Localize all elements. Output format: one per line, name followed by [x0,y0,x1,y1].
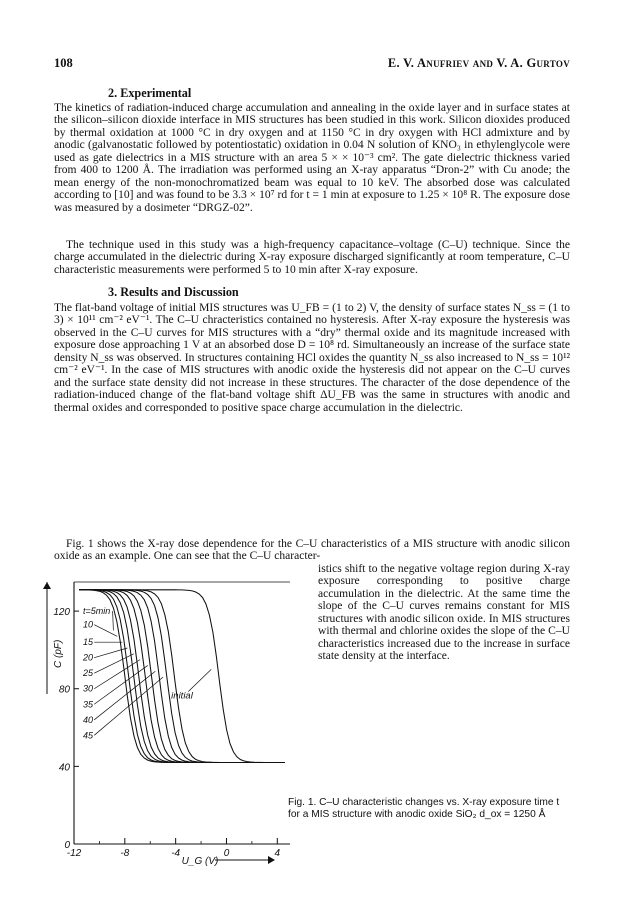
figure-cu-curves [40,572,302,872]
paragraph-results-2: Fig. 1 shows the X-ray dose dependence for the C–U characteristics of a MIS structure with anodic silicon oxide as an example. One can see that the C–U character- [54,538,570,563]
y-axis-label: C (pF) [53,639,64,668]
curve-label-leader [113,611,114,630]
section-heading-experimental: 2. Experimental [108,86,192,100]
y-tick-label: 80 [58,684,70,696]
figure-caption: Fig. 1. C–U characteristic changes vs. X-ray exposure time t for a MIS structure with anodic oxide SiO₂ d_ox = 1250 Å [288,797,560,820]
section-heading-results: 3. Results and Discussion [108,285,239,299]
curve-label-5: 25 [83,668,94,679]
curve-label-6: 30 [83,683,94,694]
running-authors: E. V. Anufriev and V. A. Gurtov [387,56,570,70]
curve-label-8: 40 [83,714,94,725]
curve-label-3: 15 [83,637,94,648]
x-tick-label: 0 [223,848,230,859]
curve-label-9: 45 [83,730,94,741]
y-arrow-head [43,582,51,589]
paragraph-results-1: The flat-band voltage of initial MIS structures was U_FB = (1 to 2) V, the density of surface states N_ss = (1 to 3) × 10¹¹ cm⁻² eV⁻¹. The C–U chracteristics contained no hysteresis. After X-ray exposure the hysteresis was observed in the C–U curves for MIS structures with a “dry” thermal oxide and its magnitude increased with exposure dose approaching 1 V at an absorbed dose D = 10⁸ rd. Simultaneously an increase of the surface state density N_ss was observed. In structures containing HCl oxides the quantity N_ss also increased to N_ss = 10¹² cm⁻² eV⁻¹. In the case of MIS structures with anodic oxide the hysteresis did not appear on the C–U curves and the surface state density did not increase in these structures. The character of the dose dependence of the radiation-induced change of the flat-band voltage shift ΔU_FB was the same in structures with anodic and thermal oxides and corresponded to positive space charge accumulation in the dielectric. [54,302,570,414]
curve-label-1: t=5min [83,606,111,617]
curve-label-leader [94,625,117,637]
x-axis-label: U_G (V) [181,856,219,867]
running-header [54,56,570,72]
paragraph-results-3: istics shift to the negative voltage region during X-ray exposure corresponding to positive charge accumulation in the dielectric. At the same time the slope of the C–U curves remains constant for MIS structures with anodic silicon oxide. In MIS structures with thermal and chlorine oxides the slope of the C–U characteristics increased due to the increase in surface state density at the interface. [318,563,570,663]
chart-labels [53,606,218,867]
curve-label-7: 35 [83,699,94,710]
curve-label-4: 20 [83,652,94,663]
y-tick-label: 0 [64,840,70,851]
y-tick-label: 40 [58,762,70,774]
initial-curve-label: initial [171,690,193,702]
initial-label-leader [188,669,211,691]
x-tick-label: -8 [120,848,130,859]
page-number: 108 [54,56,73,70]
x-tick-label: -12 [66,848,82,859]
curve-label-2: 10 [83,619,94,630]
paragraph-experimental-2: The technique used in this study was a high-frequency capacitance–voltage (C–U) technique. Since the charge accumulated in the dielectric during X-ray exposure discharged significantly at room temperature, C–U characteristic measurements were performed 5 to 10 min after X-ray exposure. [54,239,570,276]
x-tick-label: 4 [274,848,281,859]
x-tick-label: -4 [171,848,181,859]
paragraph-experimental-1: The kinetics of radiation-induced charge accumulation and annealing in the oxide layer and in surface states at the silicon–silicon dioxide interface in MIS structures has been studied in this work. Silicon dioxides produced by thermal oxidation at 1000 °C in dry oxygen and at 1150 °C in dry oxygen with HCl admixture and by anodic (galvanostatic followed by potentiostatic) oxidation in 0.04 N solution of KNO₃ in ethylenglycole were used as gate dielectrics in a MIS structure with an area 5 × × 10⁻³ cm². The gate dielectric thickness varied from 400 to 1200 Å. The irradiation was performed using an X-ray apparatus “Dron-2” with Cu anode; the mean energy of the non-monochromatized beam was equal to 10 keV. The absorbed dose was calculated according to [10] and was found to be 3.3 × 10⁷ rd for t = 1 min at exposure to 1.25 × 10⁸ R. The exposure dose was measured by a dosimeter “DRGZ-02”. [54,102,570,214]
y-tick-label: 120 [53,607,70,619]
